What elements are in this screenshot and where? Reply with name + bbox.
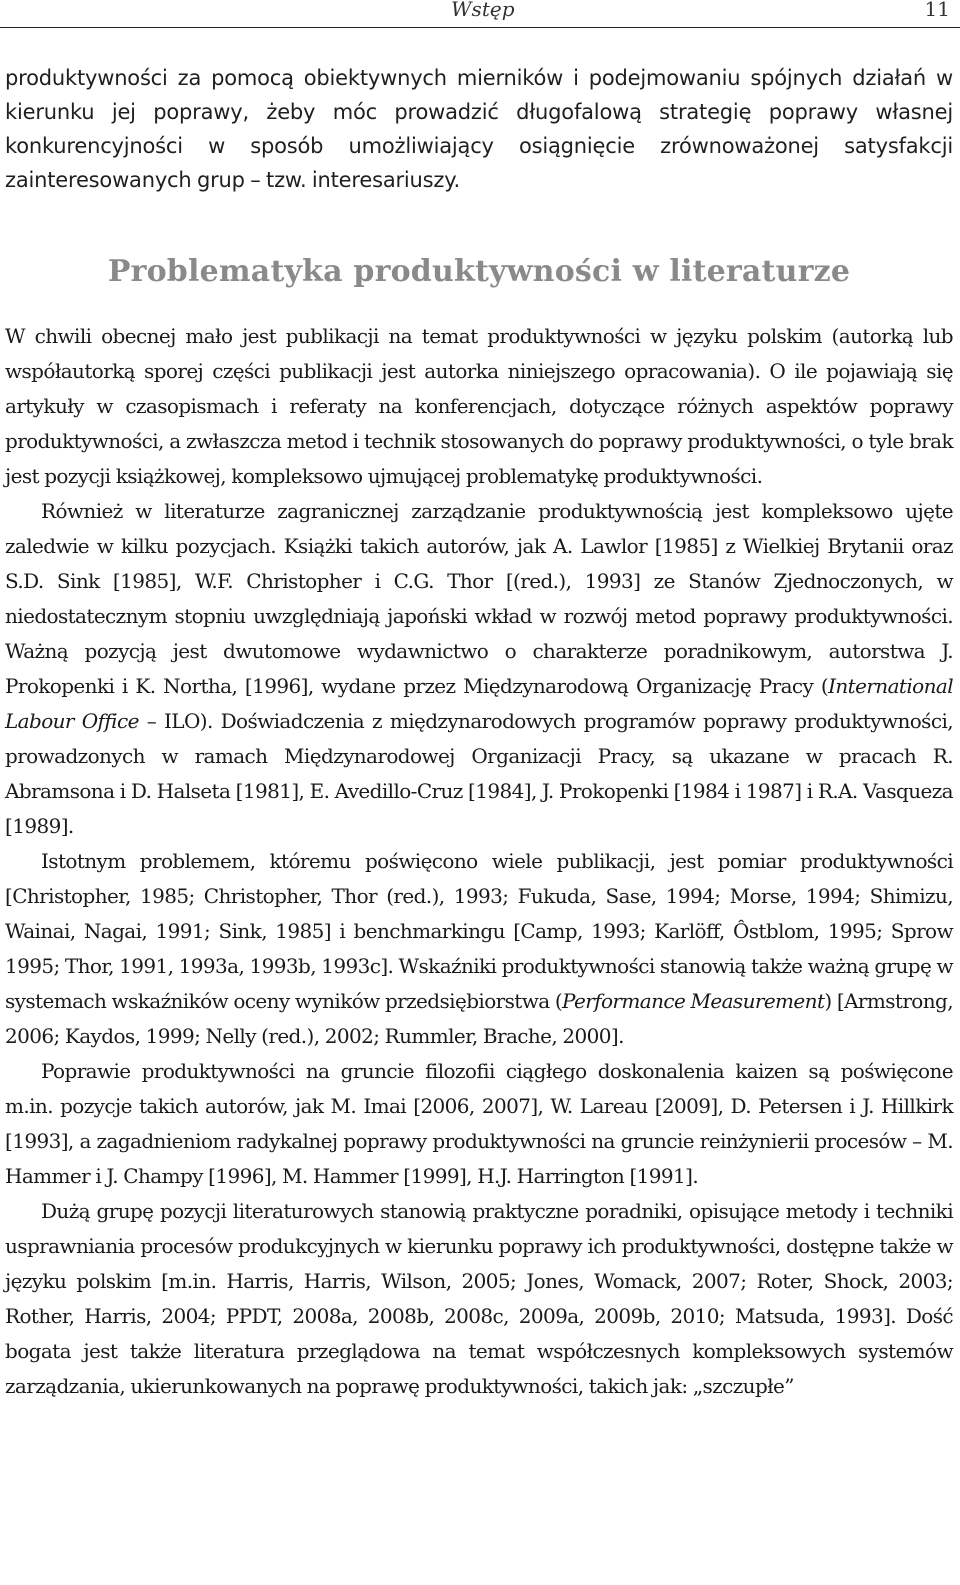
section-heading: Problematyka produktywności w literaturze bbox=[107, 254, 851, 289]
section-body bbox=[5, 319, 953, 1404]
paragraph-2 bbox=[5, 494, 953, 844]
page-content bbox=[5, 61, 953, 1404]
paragraph-1: W chwili obecnej mało jest publikacji na temat produktywności w języku polskim (autorką lub współautorką sporej części publikacji jest autorka niniejszego opracowania). O ile pojawiają się artykuły w czasopismach i referaty na konferencjach, dotyczące różnych aspektów poprawy produktywności, a zwłaszcza metod i technik stosowanych do poprawy produktywności, o tyle brak jest pozycji książkowej, kompleksowo ujmującej problematykę produktywności. bbox=[5, 324, 953, 488]
running-head bbox=[0, 0, 960, 28]
paragraph-3-text-b: ) [Armstrong, 2006; Kaydos, 1999; Nelly (red.), 2002; Rummler, Brache, 2000]. bbox=[5, 989, 953, 1048]
paragraph-4: Poprawie produktywności na gruncie filozofii ciągłego doskonalenia kaizen są poświęcone m.in. pozycje takich autorów, jak M. Imai [2006, 2007], W. Lareau [2009], D. Petersen i J. Hillkirk [1993], a zagadnieniom radykalnej poprawy produktywności na gruncie reinżynierii procesów – M. Hammer i J. Champy [1996], M. Hammer [1999], H.J. Harrington [1991]. bbox=[5, 1059, 953, 1188]
paragraph-3-italic: Performance Measurement bbox=[562, 989, 825, 1013]
paragraph-3 bbox=[5, 844, 953, 1054]
paragraph-2-text-a: Również w literaturze zagranicznej zarządzanie produktywnością jest kompleksowo ujęte zaledwie w kilku pozycjach. Książki takich autorów, jak A. Lawlor [1985] z Wielkiej Brytanii oraz S.D. Sink [1985], W.F. Christopher i C.G. Thor [(red.), 1993] ze Stanów Zjednoczonych, w niedostatecznym stopniu uwzględniają japoński wkład w rozwój metod poprawy produktywności. Ważną pozycją jest dwutomowe wydawnictwo o charakterze poradnikowym, autorstwa J. Prokopenki i K. Northa, [1996], wydane przez Międzynarodową Organizację Pracy ( bbox=[5, 499, 953, 698]
paragraph-2-text-b: – ILO). Doświadczenia z międzynarodowych programów poprawy produktywności, prowadzonych w ramach Międzynarodowej Organizacji Pracy, są ukazane w pracach R. Abramsona i D. Halseta [1981], E. Avedillo-Cruz [1984], J. Prokopenki [1984 i 1987] i R.A. Vasqueza [1989]. bbox=[5, 709, 954, 838]
running-head-section-title: Wstęp bbox=[451, 0, 515, 21]
paragraph-5: Dużą grupę pozycji literaturowych stanowią praktyczne poradniki, opisujące metody i techniki usprawniania procesów produkcyjnych w kierunku poprawy ich produktywności, dostępne także w języku polskim [m.in. Harris, Harris, Wilson, 2005; Jones, Womack, 2007; Roter, Shock, 2003; Rother, Harris, 2004; PPDT, 2008a, 2008b, 2008c, 2009a, 2009b, 2010; Matsuda, 1993]. Dość bogata jest także literatura przeglądowa na temat współczesnych kompleksowych systemów zarządzania, ukierunkowanych na poprawę produktywności, takich jak: „szczupłe” bbox=[5, 1199, 953, 1398]
intro-paragraph: produktywności za pomocą obiektywnych mierników i podejmowaniu spójnych działań w kierunku jej poprawy, żeby móc prowadzić długofalową strategię poprawy własnej konkurencyjności w sposób umożliwiający osiągnięcie zrównoważonej satysfakcji zainteresowanych grup – tzw. interesariuszy. bbox=[5, 66, 953, 192]
paragraph-2-italic: International Labour Office bbox=[5, 674, 953, 733]
page-number: 11 bbox=[924, 0, 950, 21]
paragraph-3-text-a: Istotnym problemem, któremu poświęcono wiele publikacji, jest pomiar produktywności [Christopher, 1985; Christopher, Thor (red.), 1993; Fukuda, Sase, 1994; Morse, 1994; Shimizu, Wainai, Nagai, 1991; Sink, 1985] i benchmarkingu [Camp, 1993; Karlöff, Ôstblom, 1995; Sprow 1995; Thor, 1991, 1993a, 1993b, 1993c]. Wskaźniki produktywności stanowią także ważną grupę w systemach wskaźników oceny wyników przedsiębiorstwa ( bbox=[5, 849, 953, 1013]
